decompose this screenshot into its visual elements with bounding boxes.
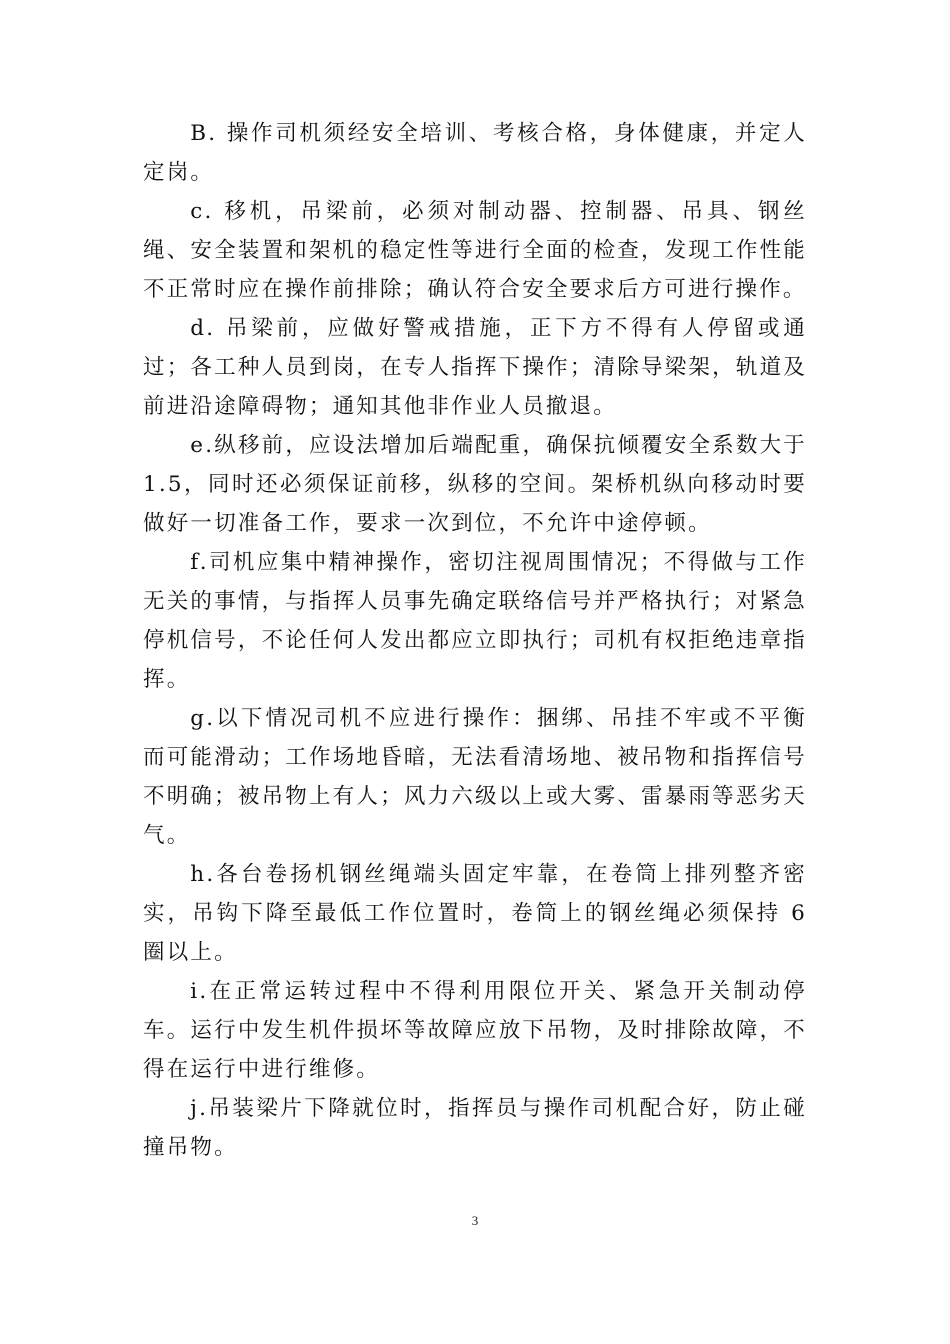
document-body (143, 114, 807, 1167)
paragraph-f: f.司机应集中精神操作，密切注视周围情况；不得做与工作无关的事情，与指挥人员事先确定联络信号并严格执行；对紧急停机信号，不论任何人发出都应立即执行；司机有权拒绝违章指挥。 (143, 550, 807, 692)
paragraph-i: i.在正常运转过程中不得利用限位开关、紧急开关制动停车。运行中发生机件损坏等故障应放下吊物，及时排除故障，不得在运行中进行维修。 (143, 979, 807, 1082)
paragraph-c: c. 移机，吊梁前，必须对制动器、控制器、吊具、钢丝绳、安全装置和架机的稳定性等进行全面的检查，发现工作性能不正常时应在操作前排除；确认符合安全要求后方可进行操作。 (143, 199, 807, 302)
paragraph-e: e.纵移前，应设法增加后端配重，确保抗倾覆安全系数大于 1.5，同时还必须保证前移，纵移的空间。架桥机纵向移动时要做好一切准备工作，要求一次到位，不允许中途停顿。 (143, 433, 807, 536)
paragraph-g: g.以下情况司机不应进行操作：捆绑、吊挂不牢或不平衡而可能滑动；工作场地昏暗，无法看清场地、被吊物和指挥信号不明确；被吊物上有人；风力六级以上或大雾、雷暴雨等恶劣天气。 (143, 706, 807, 848)
paragraph-h: h.各台卷扬机钢丝绳端头固定牢靠，在卷筒上排列整齐密实，吊钩下降至最低工作位置时，卷筒上的钢丝绳必须保持 6 圈以上。 (143, 862, 807, 965)
page-number: 3 (471, 1213, 479, 1228)
paragraph-j: j.吊装梁片下降就位时，指挥员与操作司机配合好，防止碰撞吊物。 (143, 1096, 807, 1160)
paragraph-b: B. 操作司机须经安全培训、考核合格，身体健康，并定人定岗。 (143, 121, 807, 185)
paragraph-d: d. 吊梁前，应做好警戒措施，正下方不得有人停留或通过；各工种人员到岗，在专人指挥下操作；清除导梁架，轨道及前进沿途障碍物；通知其他非作业人员撤退。 (143, 316, 807, 419)
